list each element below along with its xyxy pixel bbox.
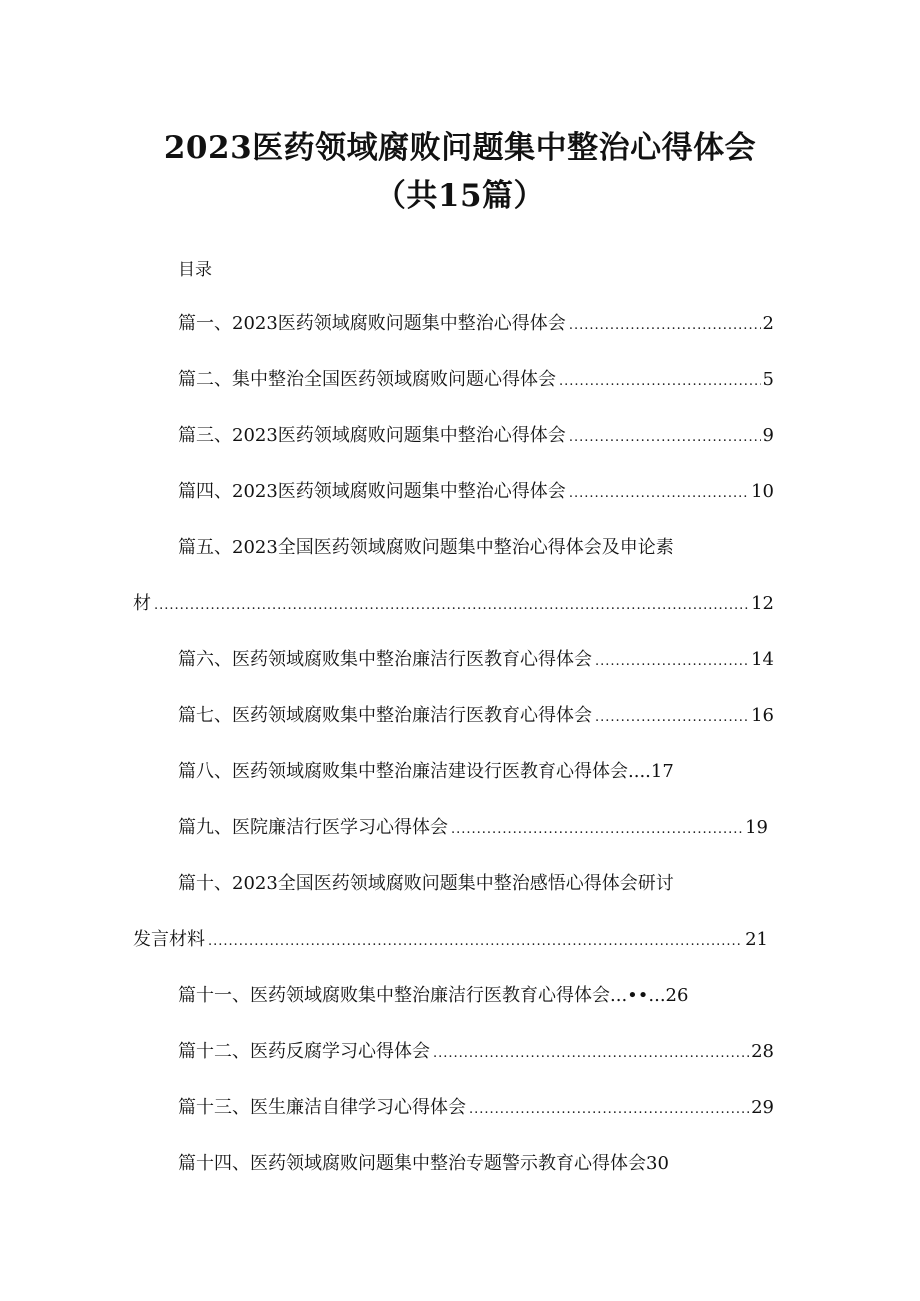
toc-entry-title[interactable]: 篇五、2023全国医药领域腐败问题集中整治心得体会及申论素: [178, 537, 674, 558]
toc-entry-title: 篇一、2023医药领域腐败问题集中整治心得体会: [178, 313, 566, 334]
toc-entry-page: 14: [751, 649, 774, 670]
document-subtitle: （共15篇）: [374, 178, 546, 214]
toc-entry[interactable]: [178, 646, 774, 676]
toc-entry-title: 篇十三、医生廉洁自律学习心得体会: [178, 1097, 466, 1118]
toc-entry-page: 10: [751, 481, 774, 502]
toc-entry[interactable]: 篇十四、医药领域腐败问题集中整治专题警示教育心得体会30: [178, 1153, 669, 1174]
toc-entry-page: 2: [762, 313, 774, 334]
toc-leader: [595, 704, 749, 732]
toc-entry-title: 篇二、集中整治全国医药领域腐败问题心得体会: [178, 369, 556, 390]
toc-entry[interactable]: [133, 926, 768, 956]
toc-entry[interactable]: [133, 590, 774, 620]
toc-heading: 目录: [178, 260, 212, 280]
toc-entry-page: 5: [762, 369, 774, 390]
toc-leader: [433, 1040, 749, 1068]
toc-entry-page: 19: [745, 817, 768, 838]
toc-leader: [559, 368, 761, 396]
toc-leader: [569, 312, 761, 340]
toc-leader: [595, 648, 749, 676]
toc-entry-page: 29: [751, 1097, 774, 1118]
toc-entry[interactable]: [178, 478, 774, 508]
toc-entry[interactable]: [178, 310, 774, 340]
toc-entry-title: 篇九、医院廉洁行医学习心得体会: [178, 817, 448, 838]
toc-entry[interactable]: [178, 1038, 774, 1068]
toc-leader: [451, 816, 743, 844]
toc-entry[interactable]: [178, 702, 774, 732]
toc-entry[interactable]: [178, 814, 768, 844]
toc-entry-page: 16: [751, 705, 774, 726]
toc-entry[interactable]: 篇八、医药领域腐败集中整治廉洁建设行医教育心得体会....17: [178, 761, 674, 782]
toc-entry-page: 21: [745, 929, 768, 950]
toc-entry-title: 篇三、2023医药领域腐败问题集中整治心得体会: [178, 425, 566, 446]
toc-entry[interactable]: 篇十一、医药领域腐败集中整治廉洁行医教育心得体会...••...26: [178, 985, 689, 1006]
toc-leader: [569, 424, 761, 452]
toc-entry-title: 篇七、医药领域腐败集中整治廉洁行医教育心得体会: [178, 705, 592, 726]
toc-leader: [208, 928, 743, 956]
toc-entry[interactable]: [178, 422, 774, 452]
toc-leader: [569, 480, 749, 508]
toc-entry-title: 篇四、2023医药领域腐败问题集中整治心得体会: [178, 481, 566, 502]
toc-entry-title-continued: 材: [133, 593, 151, 614]
toc-entry-page: 28: [751, 1041, 774, 1062]
toc-leader: [154, 592, 749, 620]
toc-entry-title: 篇十二、医药反腐学习心得体会: [178, 1041, 430, 1062]
toc-entry-page: 9: [762, 425, 774, 446]
toc-entry[interactable]: [178, 366, 774, 396]
toc-entry-page: 12: [751, 593, 774, 614]
toc-entry-title-continued: 发言材料: [133, 929, 205, 950]
document-title: 2023医药领域腐败问题集中整治心得体会: [163, 130, 757, 166]
toc-entry-title[interactable]: 篇十、2023全国医药领域腐败问题集中整治感悟心得体会研讨: [178, 873, 674, 894]
toc-entry-title: 篇六、医药领域腐败集中整治廉洁行医教育心得体会: [178, 649, 592, 670]
toc-entry[interactable]: [178, 1094, 774, 1124]
toc-leader: [469, 1096, 749, 1124]
